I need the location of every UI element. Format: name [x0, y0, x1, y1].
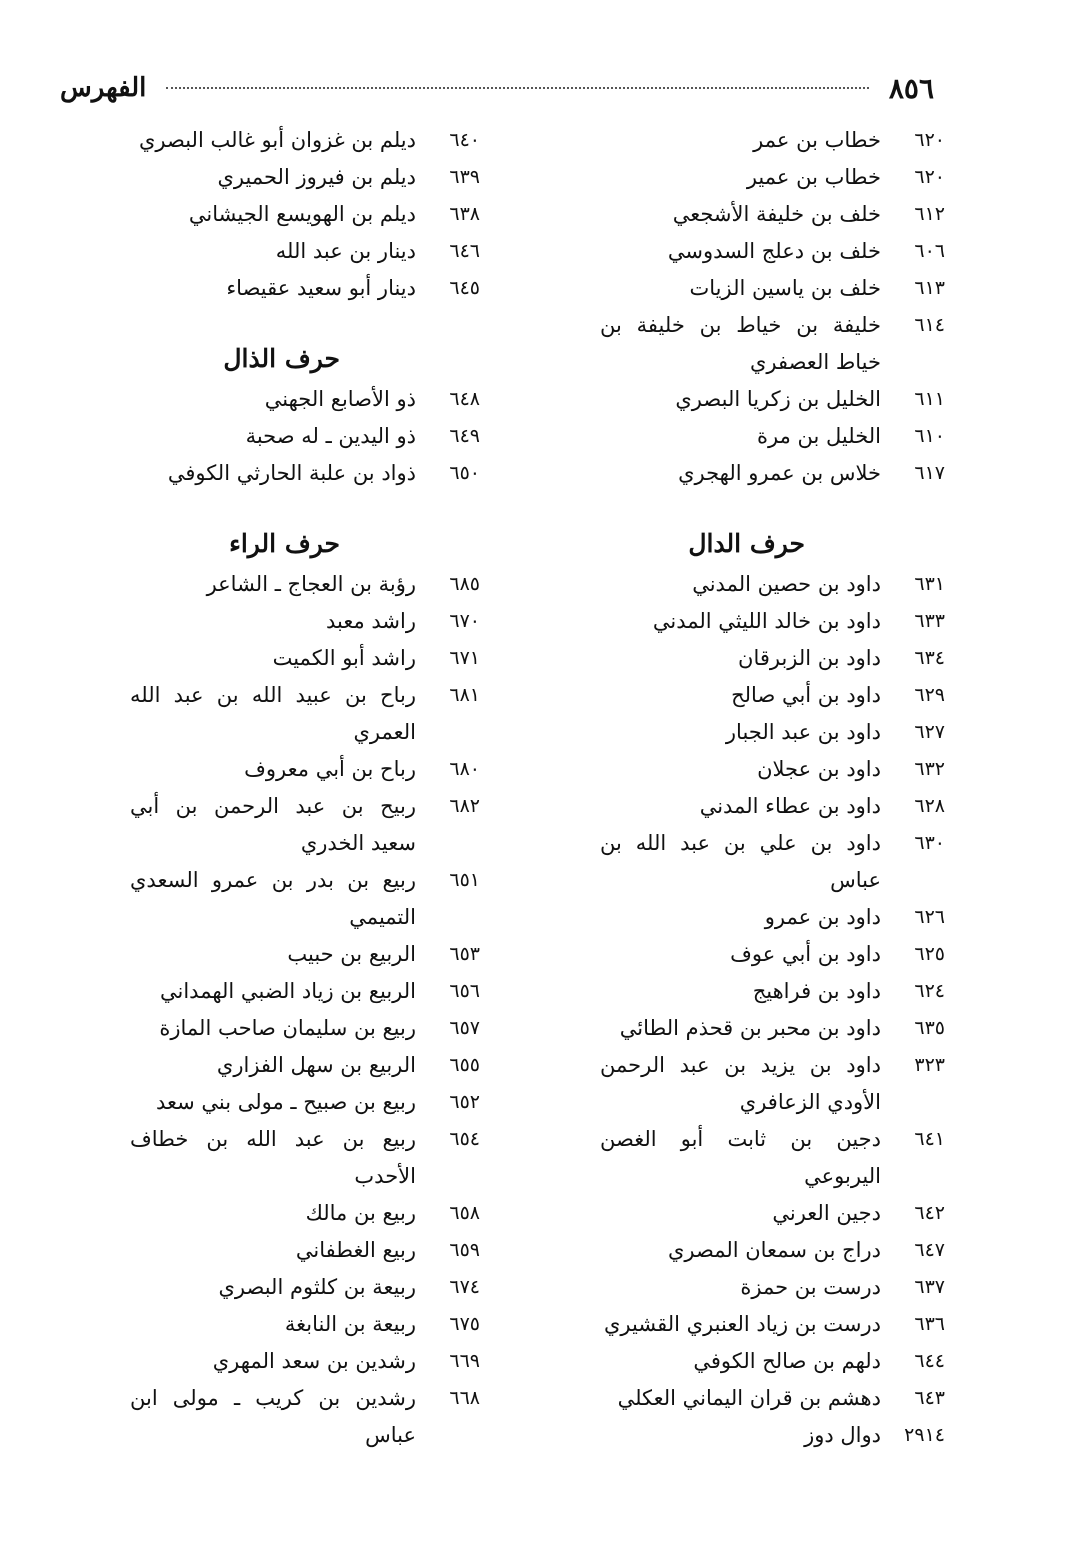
index-entry [130, 751, 480, 788]
index-entry [600, 677, 945, 714]
entry-number: ٦١٠ [914, 425, 945, 447]
entry-number: ٦٥٩ [449, 1239, 480, 1261]
section-title: حرف الذال [223, 344, 340, 373]
index-entry [600, 1010, 945, 1047]
index-entry [600, 122, 945, 159]
entry-number: ٦٢٦ [914, 906, 945, 928]
entry-number: ٦٨١ [449, 684, 480, 706]
entry-name: ربيعة بن كلثوم البصري [218, 1275, 416, 1299]
entry-name: داود بن محبر بن قحذم الطائي [619, 1016, 881, 1040]
entry-name: راشد معبد [325, 609, 416, 633]
index-entry [600, 1380, 945, 1417]
entry-number: ٦٤١ [914, 1128, 945, 1150]
index-entry [130, 603, 480, 640]
entry-name: داود بن عمرو [764, 905, 881, 929]
entry-name: رباح بن أبي معروف [244, 757, 416, 781]
page-number: ٨٥٦ [888, 71, 934, 105]
entry-name: خليفة بن خياط بن خليفة بن خياط العصفري [600, 313, 881, 374]
entry-number: ٦٦٩ [449, 1350, 480, 1372]
index-entry [600, 1047, 945, 1121]
entry-name: ربيع بن بدر بن عمرو السعدي التميمي [130, 868, 416, 929]
index-entry [600, 270, 945, 307]
index-entry [130, 1380, 480, 1454]
entry-number: ٦٤٥ [449, 277, 480, 299]
section-dal [600, 522, 945, 1454]
entry-name: داود بن الزبرقان [738, 646, 881, 670]
entry-name: رباح بن عبيد الله بن عبد الله العمري [130, 683, 416, 744]
entry-number: ٦٢٠ [914, 166, 945, 188]
entry-number: ٦٦٨ [449, 1387, 480, 1409]
entry-number: ٦٢٥ [914, 943, 945, 965]
entry-number: ٦٤٨ [449, 388, 480, 410]
entry-name: ربيع بن صبيح ـ مولى بني سعد [155, 1090, 416, 1114]
entry-number: ٦٢٠ [914, 129, 945, 151]
index-entry [130, 122, 480, 159]
entry-name: ربيح بن عبد الرحمن بن أبي سعيد الخدري [130, 794, 416, 855]
entry-name: دوال دوز [804, 1423, 881, 1447]
index-entry [600, 788, 945, 825]
entry-number: ٦٧٠ [449, 610, 480, 632]
entry-name: داود بن أبي صالح [731, 683, 881, 707]
index-entry [600, 603, 945, 640]
index-entry [130, 1343, 480, 1380]
entry-name: ربيعة بن النابغة [284, 1312, 416, 1336]
entry-number: ٦٧٤ [449, 1276, 480, 1298]
entry-name: ذو اليدين ـ له صحبة [245, 424, 416, 448]
index-entry [600, 1343, 945, 1380]
section-title: حرف الدال [688, 529, 805, 558]
index-entry [130, 196, 480, 233]
entry-number: ٢٩١٤ [904, 1424, 945, 1446]
entry-name: داود بن فراهيج [752, 979, 881, 1003]
left-column [130, 122, 480, 1454]
entry-number: ٦٢٨ [914, 795, 945, 817]
index-entry [600, 196, 945, 233]
entry-name: ربيع بن عبد الله بن خطاف الأحدب [130, 1127, 416, 1188]
header-rule [166, 87, 869, 89]
entry-list [130, 122, 480, 307]
entry-name: ذو الأصابع الجهني [264, 387, 416, 411]
entry-name: خلاس بن عمرو الهجري [678, 461, 881, 485]
entry-name: خطاب بن عمر [753, 128, 881, 152]
index-entry [600, 1121, 945, 1195]
entry-name: دهشم بن قران اليماني العكلي [617, 1386, 881, 1410]
entry-name: رشدين بن سعد المهري [212, 1349, 416, 1373]
index-entry [130, 1269, 480, 1306]
entry-name: الربيع بن حبيب [287, 942, 416, 966]
entry-name: راشد أبو الكميت [272, 646, 416, 670]
entry-number: ٦٣٥ [914, 1017, 945, 1039]
index-entry [130, 640, 480, 677]
index-entry [600, 307, 945, 381]
index-entry [600, 936, 945, 973]
entry-number: ٦١٢ [914, 203, 945, 225]
entry-number: ٦٥٨ [449, 1202, 480, 1224]
entry-number: ٦٨٠ [449, 758, 480, 780]
index-entry [600, 566, 945, 603]
entry-number: ٦٥٦ [449, 980, 480, 1002]
entry-number: ٦٣٩ [449, 166, 480, 188]
entry-list [130, 566, 480, 1454]
entry-name: درست بن زياد العنبري القشيري [604, 1312, 881, 1336]
index-entry [600, 714, 945, 751]
index-entry [130, 973, 480, 1010]
index-entry [130, 233, 480, 270]
entry-name: دينار أبو سعيد عقيصاء [226, 276, 416, 300]
index-entry [130, 1047, 480, 1084]
entry-number: ٦٣٨ [449, 203, 480, 225]
entry-number: ٦١١ [914, 388, 945, 410]
entry-number: ٦٨٥ [449, 573, 480, 595]
index-entry [130, 788, 480, 862]
entry-name: خلف بن دعلج السدوسي [667, 239, 881, 263]
entry-name: ديلم بن فيروز الحميري [217, 165, 416, 189]
entry-name: ديلم بن الهويسع الجيشاني [188, 202, 416, 226]
index-entry [600, 1195, 945, 1232]
index-entry [600, 233, 945, 270]
entry-number: ٦٤٦ [449, 240, 480, 262]
entry-name: داود بن عبد الجبار [725, 720, 881, 744]
entry-number: ٦٢٧ [914, 721, 945, 743]
section-ra [130, 522, 480, 1454]
index-entry [600, 640, 945, 677]
index-entry [600, 825, 945, 899]
index-entry [600, 455, 945, 492]
index-entry [130, 418, 480, 455]
entry-name: داود بن عطاء المدني [699, 794, 881, 818]
index-entry [600, 1306, 945, 1343]
entry-number: ٦٣٠ [914, 832, 945, 854]
index-entry [130, 1195, 480, 1232]
entry-number: ٦٤٣ [914, 1387, 945, 1409]
entry-name: داود بن يزيد بن عبد الرحمن الأودي الزعافري [600, 1053, 881, 1114]
entry-list [600, 122, 945, 492]
entry-name: داود بن علي بن عبد الله بن عباس [600, 831, 881, 892]
entry-number: ٦٣٦ [914, 1313, 945, 1335]
entry-name: ديلم بن غزوان أبو غالب البصري [138, 128, 416, 152]
entry-number: ٣٢٣ [914, 1054, 945, 1076]
index-entry [600, 899, 945, 936]
entry-list [130, 381, 480, 492]
entry-number: ٦٠٦ [914, 240, 945, 262]
entry-number: ٦٣٤ [914, 647, 945, 669]
page-header [60, 68, 934, 108]
entry-name: خلف بن خليفة الأشجعي [672, 202, 881, 226]
entry-number: ٦٤٤ [914, 1350, 945, 1372]
index-entry [130, 1010, 480, 1047]
entry-number: ٦٤٩ [449, 425, 480, 447]
entry-number: ٦٥٠ [449, 462, 480, 484]
index-entry [130, 936, 480, 973]
index-entry [600, 1417, 945, 1454]
entry-name: الخليل بن مرة [756, 424, 881, 448]
entry-number: ٦٥٧ [449, 1017, 480, 1039]
entry-number: ٦٥٤ [449, 1128, 480, 1150]
entry-number: ٦٧١ [449, 647, 480, 669]
entry-name: الربيع بن سهل الفزاري [216, 1053, 416, 1077]
entry-name: رؤبة بن العجاج ـ الشاعر [206, 572, 416, 596]
entry-number: ٦٢٤ [914, 980, 945, 1002]
entry-number: ٦٤٢ [914, 1202, 945, 1224]
entry-number: ٦٣٧ [914, 1276, 945, 1298]
index-entry [600, 751, 945, 788]
entry-name: داود بن خالد الليثي المدني [652, 609, 881, 633]
index-entry [130, 566, 480, 603]
right-column [600, 122, 945, 1454]
entry-number: ٦٥٣ [449, 943, 480, 965]
index-entry [130, 270, 480, 307]
entry-name: الخليل بن زكريا البصري [675, 387, 881, 411]
section-title: حرف الراء [229, 529, 340, 558]
entry-number: ٦١٤ [914, 314, 945, 336]
index-entry [130, 1232, 480, 1269]
entry-number: ٦٤٠ [449, 129, 480, 151]
entry-list [600, 566, 945, 1454]
entry-name: ربيع الغطفاني [295, 1238, 416, 1262]
index-entry [130, 677, 480, 751]
index-entry [130, 1306, 480, 1343]
entry-number: ٦٧٥ [449, 1313, 480, 1335]
index-entry [600, 418, 945, 455]
entry-number: ٦٣١ [914, 573, 945, 595]
entry-number: ٦٥١ [449, 869, 480, 891]
entry-name: خلف بن ياسين الزيات [689, 276, 881, 300]
entry-number: ٦٥٥ [449, 1054, 480, 1076]
entry-number: ٦٣٣ [914, 610, 945, 632]
index-entry [130, 1084, 480, 1121]
entry-name: داود بن أبي عوف [730, 942, 881, 966]
entry-number: ٦٨٢ [449, 795, 480, 817]
entry-name: دراج بن سمعان المصري [667, 1238, 881, 1262]
entry-name: داود بن عجلان [757, 757, 881, 781]
entry-number: ٦٥٢ [449, 1091, 480, 1113]
entry-name: دجين بن ثابت أبو الغصن اليربوعي [600, 1127, 881, 1188]
entry-name: ربيع بن سليمان صاحب المازة [159, 1016, 416, 1040]
entry-name: دجين العرني [772, 1201, 881, 1225]
entry-number: ٦١٣ [914, 277, 945, 299]
entry-name: درست بن حمزة [740, 1275, 881, 1299]
entry-name: داود بن حصين المدني [692, 572, 881, 596]
section-dhal [130, 337, 480, 492]
index-entry [130, 455, 480, 492]
entry-name: خطاب بن عمير [746, 165, 881, 189]
index-entry [600, 1232, 945, 1269]
index-entry [130, 159, 480, 196]
entry-number: ٦٤٧ [914, 1239, 945, 1261]
index-entry [600, 1269, 945, 1306]
index-entry [130, 1121, 480, 1195]
index-entry [130, 381, 480, 418]
entry-name: الربيع بن زياد الضبي الهمداني [160, 979, 416, 1003]
entry-number: ٦٣٢ [914, 758, 945, 780]
entry-name: رشدين بن كريب ـ مولى ابن عباس [130, 1386, 416, 1447]
index-entry [600, 159, 945, 196]
entry-name: دينار بن عبد الله [275, 239, 416, 263]
entry-name: ذواد بن علبة الحارثي الكوفي [167, 461, 416, 485]
entry-name: دلهم بن صالح الكوفي [693, 1349, 881, 1373]
index-entry [130, 862, 480, 936]
index-entry [600, 973, 945, 1010]
entry-number: ٦١٧ [914, 462, 945, 484]
index-entry [600, 381, 945, 418]
entry-number: ٦٢٩ [914, 684, 945, 706]
running-title: الفهرس [60, 73, 147, 103]
entry-name: ربيع بن مالك [305, 1201, 416, 1225]
